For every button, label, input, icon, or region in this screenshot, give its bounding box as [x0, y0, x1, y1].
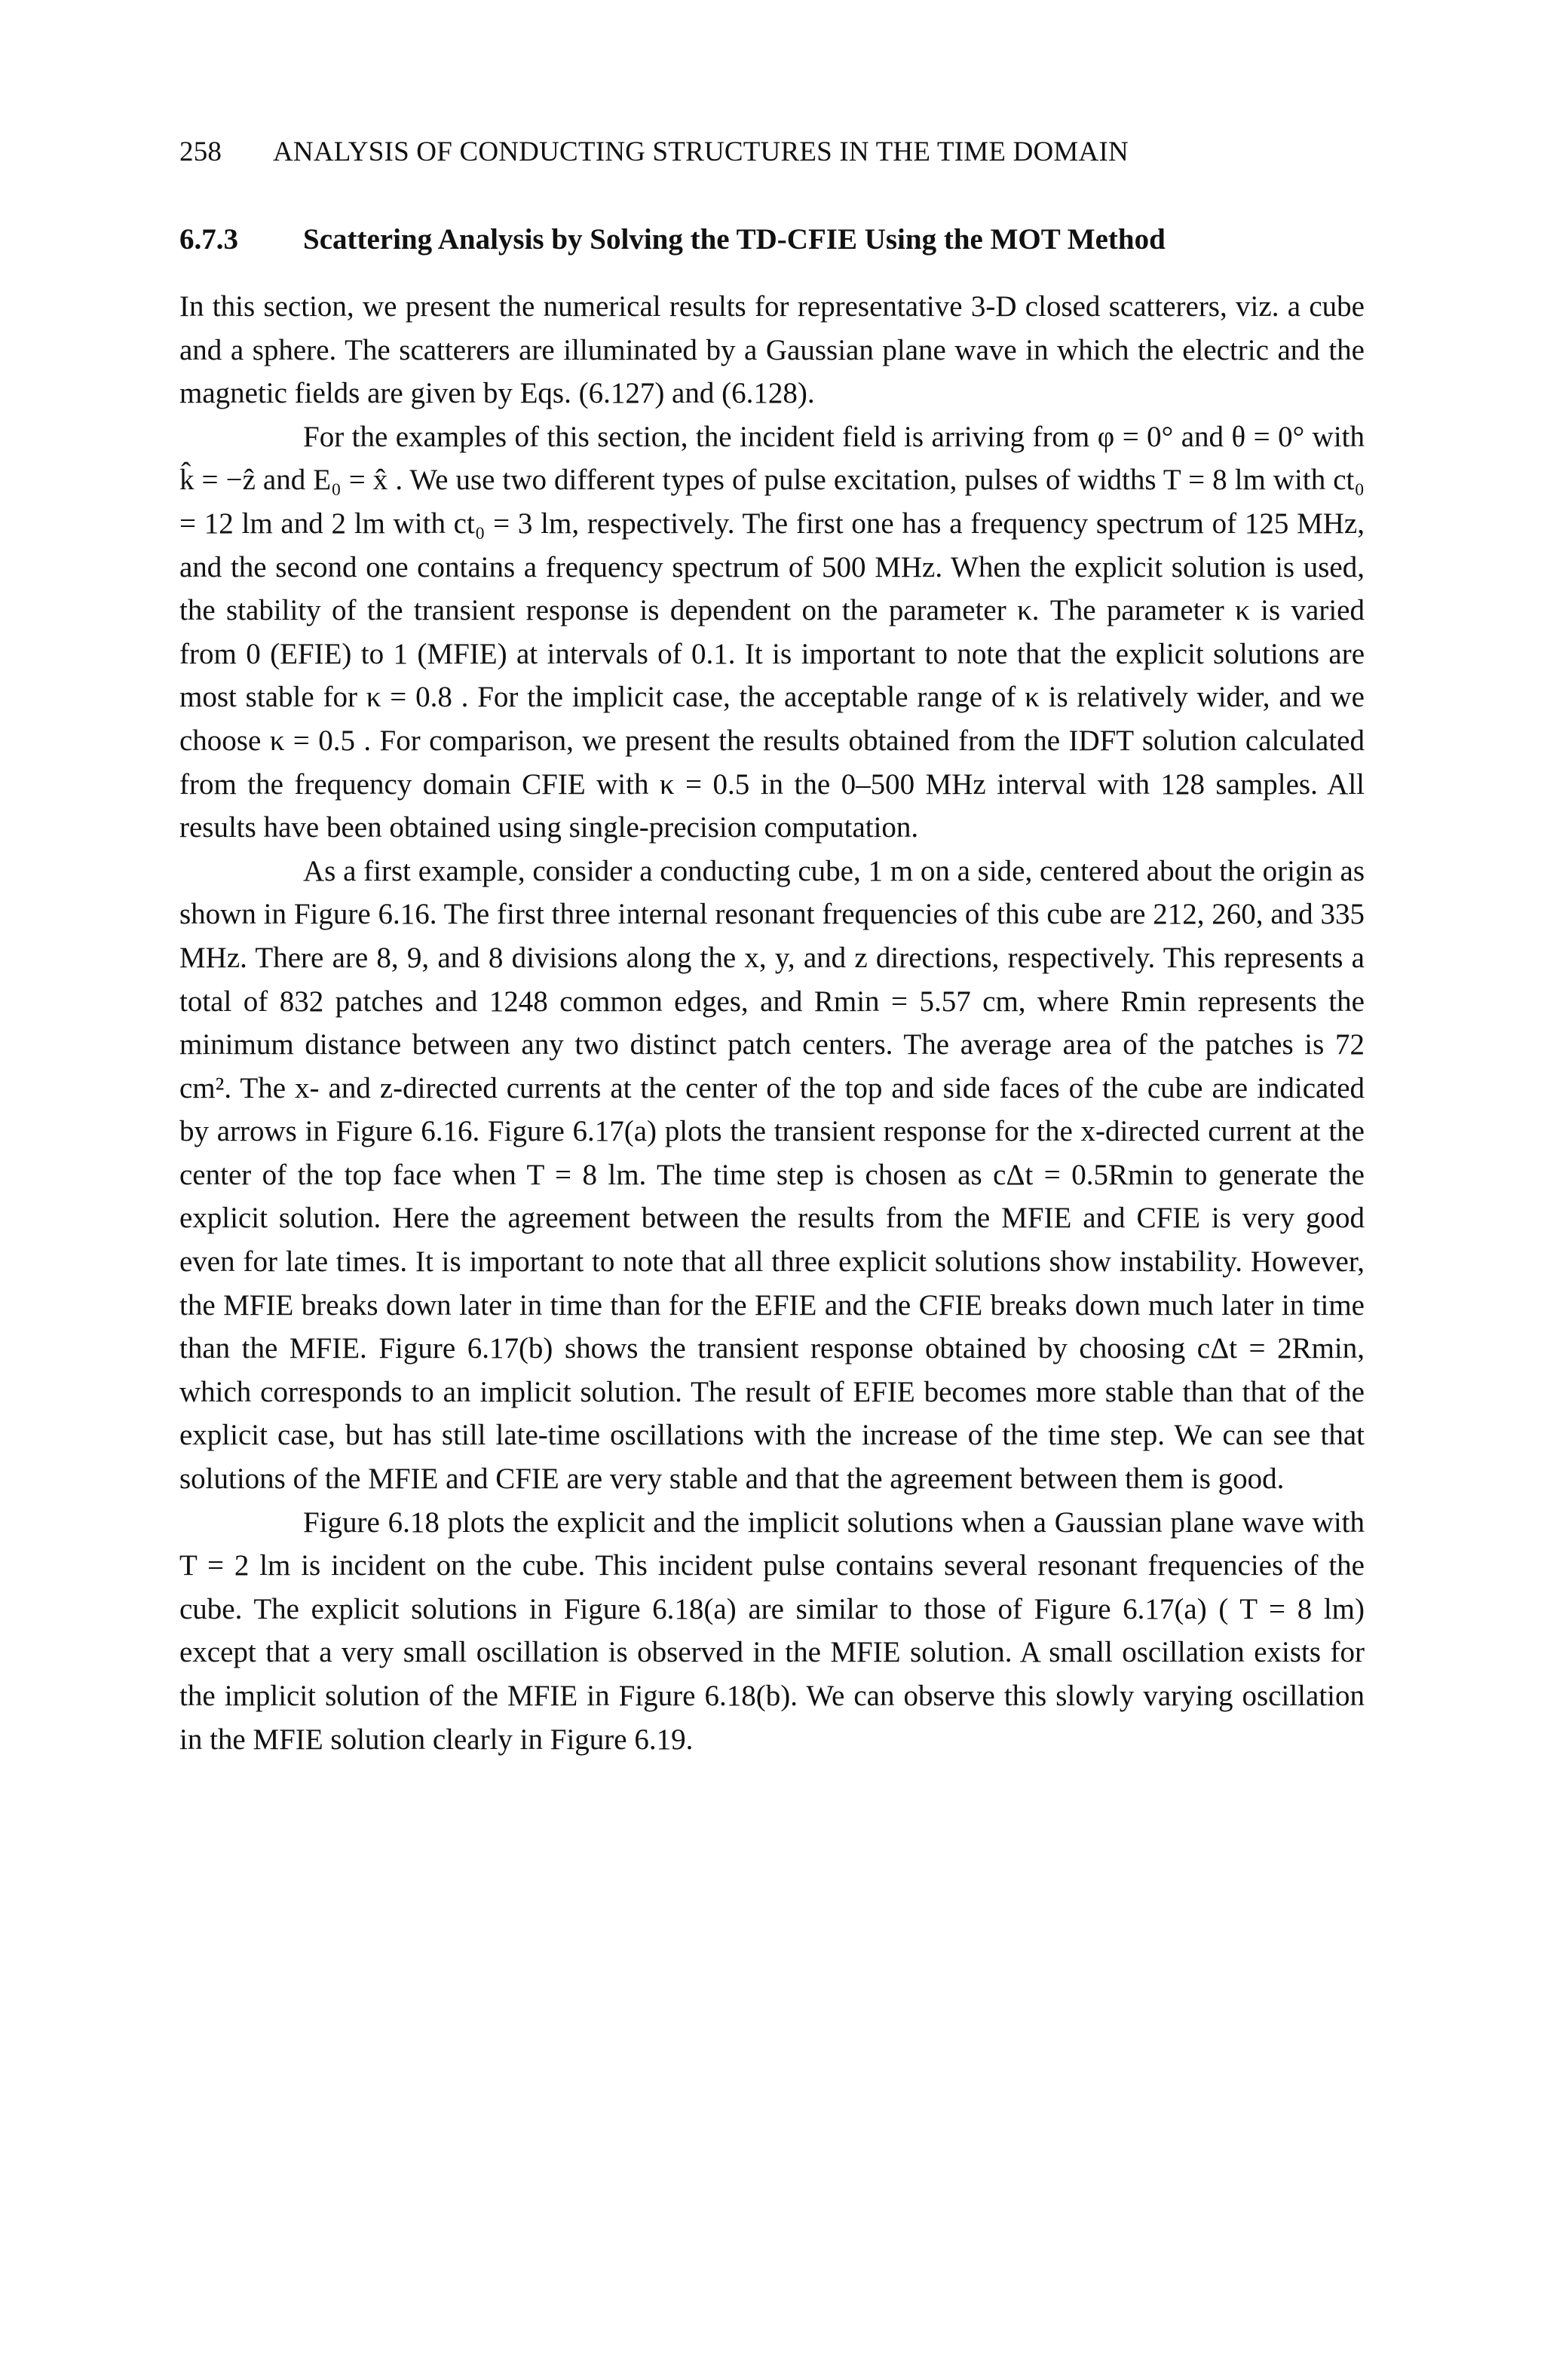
running-head [179, 136, 1365, 168]
page [179, 136, 1365, 1761]
section-title: Scattering Analysis by Solving the TD-CFIE Using the MOT Method [303, 223, 1166, 256]
paragraph-figure-6-18: Figure 6.18 plots the explicit and the implicit solutions when a Gaussian plane wave with T = 2 lm is incident on the cube. This incident pulse contains several resonant frequencies of the cube. The explicit solutions in Figure 6.18(a) are similar to those of Figure 6.17(a) ( T = 8 lm) except that a very small oscillation is observed in the MFIE solution. A small oscillation exists for the implicit solution of the MFIE in Figure 6.18(b). We can observe this slowly varying oscillation in the MFIE solution clearly in Figure 6.19. [179, 1505, 1365, 1756]
paragraph-intro: In this section, we present the numerical results for representative 3-D closed scatterers, viz. a cube and a sphere. The scatterers are illuminated by a Gaussian plane wave in which the electric and the magnetic fields are given by Eqs. (6.127) and (6.128). [179, 290, 1365, 410]
running-title: ANALYSIS OF CONDUCTING STRUCTURES IN THE TIME DOMAIN [273, 136, 1129, 167]
page-number: 258 [179, 136, 222, 167]
section-number: 6.7.3 [179, 223, 238, 256]
section-heading [179, 222, 1365, 256]
paragraph-cube-example: As a first example, consider a conducting cube, 1 m on a side, centered about the origin as shown in Figure 6.16. The first three internal resonant frequencies of this cube are 212, 260, and 335 MHz. There are 8, 9, and 8 divisions along the x, y, and z directions, respectively. This represents a total of 832 patches and 1248 common edges, and Rmin = 5.57 cm, where Rmin represents the minimum distance between any two distinct patch centers. The average area of the patches is 72 cm². The x- and z-directed currents at the center of the top and side faces of the cube are indicated by arrows in Figure 6.16. Figure 6.17(a) plots the transient response for the x-directed current at the center of the top face when T = 8 lm. The time step is chosen as cΔt = 0.5Rmin to generate the explicit solution. Here the agreement between the results from the MFIE and CFIE is very good even for late times. It is important to note that all three explicit solutions show instability. However, the MFIE breaks down later in time than for the EFIE and the CFIE breaks down much later in time than the MFIE. Figure 6.17(b) shows the transient response obtained by choosing cΔt = 2Rmin, which corresponds to an implicit solution. The result of EFIE becomes more stable than that of the explicit case, but has still late-time oscillations with the increase of the time step. We can see that solutions of the MFIE and CFIE are very stable and that the agreement between them is good. [179, 854, 1365, 1496]
paragraph-excitation: For the examples of this section, the incident field is arriving from φ = 0° and θ = 0° with k̂ = −ẑ and E₀ = x̂ . We use two different types of pulse excitation, pulses of widths T = 8 lm with ct₀ = 12 lm and 2 lm with ct₀ = 3 lm, respectively. The first one has a frequency spectrum of 125 MHz, and the second one contains a frequency spectrum of 500 MHz. When the explicit solution is used, the stability of the transient response is dependent on the parameter κ. The parameter κ is varied from 0 (EFIE) to 1 (MFIE) at intervals of 0.1. It is important to note that the explicit solutions are most stable for κ = 0.8 . For the implicit case, the acceptable range of κ is relatively wider, and we choose κ = 0.5 . For comparison, we present the results obtained from the IDFT solution calculated from the frequency domain CFIE with κ = 0.5 in the 0–500 MHz interval with 128 samples. All results have been obtained using single-precision computation. [179, 420, 1365, 844]
